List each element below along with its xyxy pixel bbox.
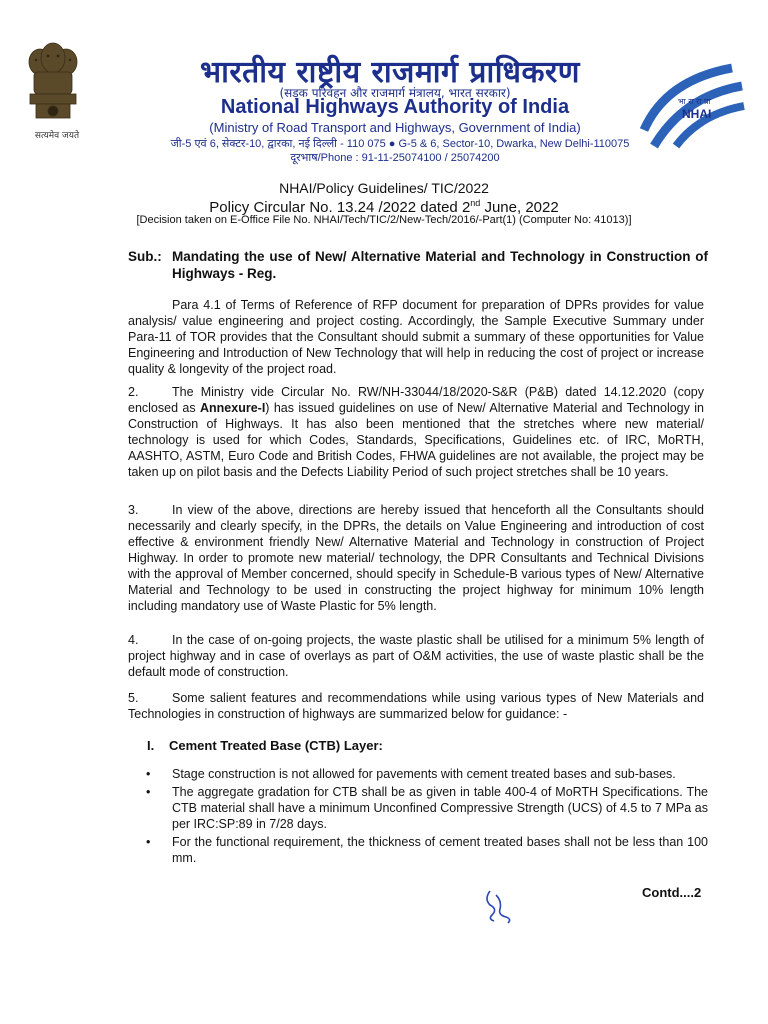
- logo-english-text: NHAI: [682, 107, 712, 121]
- paragraph-4: [128, 632, 704, 680]
- circular-date-rest: June, 2022: [480, 199, 559, 216]
- hindi-subtitle: (सड़क परिवहन और राजमार्ग मंत्रालय, भारत सरकार): [279, 86, 511, 100]
- hindi-title: भारतीय राष्ट्रीय राजमार्ग प्राधिकरण: [200, 55, 580, 90]
- paragraph-4-text: In the case of on-going projects, the waste plastic shall be utilised for a minimum 5% length of project highway and in case of overlays as part of O&M activities, the use of waste plastic shall be the default mode of construction.: [128, 633, 704, 679]
- list-item: [128, 834, 708, 866]
- subject-label: Sub.:: [128, 249, 162, 264]
- list-item-text: The aggregate gradation for CTB shall be as given in table 400-4 of MoRTH Specifications. The CTB material shall have a minimum Unconfined Compressive Strength (UCS) of 4.5 to 7 MPa as per IRC:SP:89 in 7/28 days.: [172, 785, 708, 831]
- list-item: [128, 784, 708, 832]
- section-heading: [147, 738, 383, 753]
- paragraph-2-text-b: ) has issued guidelines on use of New/ Alternative Material and Technology in Construction of Highways. It has also been mentioned that the stretches where new material/ technology is used for which Codes, Standards, Specifications, Guidelines etc. of IRC, MoRTH, AASHTO, ASTM, Euro Code and British Codes, FHWA guidelines are not available, the project may be taken up on pilot basis and the Defects Liability Period of such project stretches shall be 10 years.: [128, 401, 704, 479]
- subject: [128, 248, 708, 282]
- subject-text: Mandating the use of New/ Alternative Material and Technology in Construction of Highways - Reg.: [172, 249, 708, 281]
- paragraph-5-text: Some salient features and recommendations while using various types of New Materials and Technologies in construction of highways are summarized below for guidance: -: [128, 691, 704, 721]
- ctb-bullet-list: [128, 766, 708, 866]
- address-line: जी-5 एवं 6, सेक्टर-10, द्वारका, नई दिल्ली - 110 075 ● G-5 & 6, Sector-10, Dwarka, New Delhi-110075: [170, 138, 630, 150]
- paragraph-3: [128, 502, 704, 614]
- bullet-glyph: •: [146, 767, 151, 781]
- circular-date-suffix: nd: [470, 198, 481, 208]
- annexure-ref: Annexure-I: [200, 401, 266, 415]
- ministry-line: (Ministry of Road Transport and Highways, Government of India): [209, 120, 581, 135]
- circular-number: Policy Circular No. 13.24 /2022 dated 2: [209, 199, 471, 216]
- paragraph-2: [128, 384, 704, 480]
- logo-hindi-text: भा रा रा प्रा: [678, 97, 711, 106]
- paragraph-1: Para 4.1 of Terms of Reference of RFP document for preparation of DPRs provides for value analysis/ value engineering and project costing. Accordingly, the Sample Executive Summary under Para-11 of TOR provides that the Consultant should submit a summary of these opportunities for Value Engineering and Introduction of New Technology that will help in reducing the cost of project or increase quality & longevity of the project road.: [128, 298, 704, 376]
- section-number: I.: [147, 738, 155, 753]
- bullet-glyph: •: [146, 785, 151, 799]
- paragraph-2-number: 2.: [128, 385, 139, 399]
- bullet-glyph: •: [146, 835, 151, 849]
- emblem-motto: सत्यमेव जयते: [34, 131, 80, 141]
- paragraph-5-number: 5.: [128, 691, 139, 705]
- paragraph-3-number: 3.: [128, 503, 139, 517]
- nhai-logo-icon: [636, 60, 746, 152]
- paragraph-4-number: 4.: [128, 633, 139, 647]
- circular-decision: [Decision taken on E-Office File No. NHAI/Tech/TIC/2/New-Tech/2016/-Part(1) (Computer No: 41013)]: [136, 214, 632, 226]
- list-item-text: For the functional requirement, the thickness of cement treated bases shall not be less than 100 mm.: [172, 835, 708, 865]
- section-title: Cement Treated Base (CTB) Layer:: [169, 738, 383, 753]
- list-item: [128, 766, 708, 782]
- list-item-text: Stage construction is not allowed for pavements with cement treated bases and sub-bases.: [172, 767, 676, 781]
- circular-line1: NHAI/Policy Guidelines/ TIC/2022: [279, 180, 489, 196]
- signature-icon: [478, 885, 518, 925]
- paragraph-3-text: In view of the above, directions are hereby issued that henceforth all the Consultants should necessarily and clearly specify, in the DPRs, the details on Value Engineering and introduction of cost effective & environment friendly New/ Alternative Material and Technology in construction of Project Highway. In order to promote new material/ technology, the DPR Consultants and Technical Divisions with the approval of Member concerned, should specify in Schedule-B various types of New/ Alternative Material and Technology to be used in constructing the project highway for minimum 10% length including mandatory use of Waste Plastic for 5% length.: [128, 503, 704, 613]
- paragraph-5: [128, 690, 704, 722]
- paragraph-2-text-a: The Ministry vide Circular No. RW/NH-33044/18/2020-S&R (P&B) dated 14.12.2020 (copy enclosed as: [128, 385, 704, 415]
- english-title: National Highways Authority of India: [220, 96, 570, 118]
- phone-line: दूरभाष/Phone : 91-11-25074100 / 25074200: [290, 152, 500, 164]
- continued-marker: Contd....2: [642, 885, 702, 900]
